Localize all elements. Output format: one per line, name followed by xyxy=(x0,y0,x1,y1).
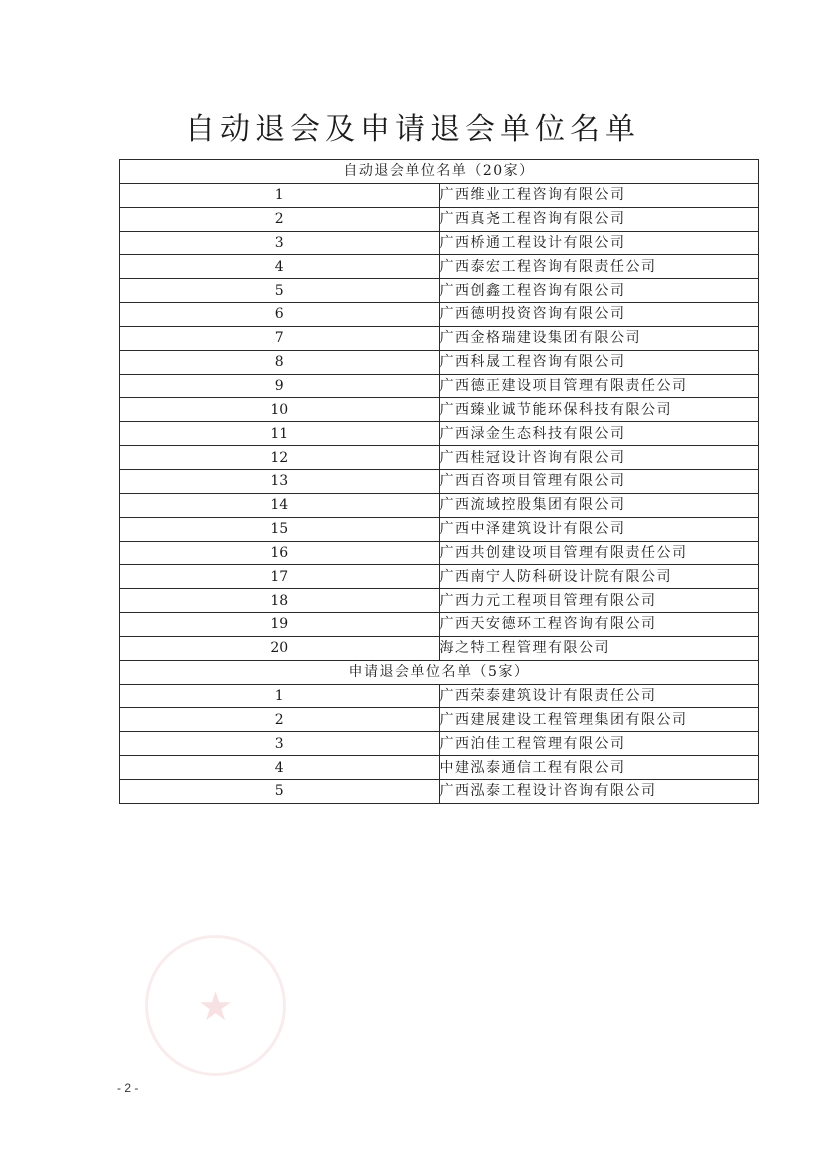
row-number: 15 xyxy=(120,517,440,541)
company-name: 广西泊佳工程管理有限公司 xyxy=(439,732,759,756)
row-number: 3 xyxy=(120,732,440,756)
company-name: 广西泓泰工程设计咨询有限公司 xyxy=(439,779,759,803)
section-heading-row xyxy=(120,660,759,684)
table-row xyxy=(120,565,759,589)
company-name: 广西百咨项目管理有限公司 xyxy=(439,469,759,493)
company-name: 广西共创建设项目管理有限责任公司 xyxy=(439,541,759,565)
table-row xyxy=(120,350,759,374)
table-row xyxy=(120,684,759,708)
row-number: 11 xyxy=(120,422,440,446)
official-seal-watermark xyxy=(145,935,286,1076)
row-number: 16 xyxy=(120,541,440,565)
row-number: 13 xyxy=(120,469,440,493)
company-name: 广西创鑫工程咨询有限公司 xyxy=(439,279,759,303)
row-number: 1 xyxy=(120,183,440,207)
row-number: 17 xyxy=(120,565,440,589)
table-row xyxy=(120,708,759,732)
row-number: 9 xyxy=(120,374,440,398)
table-row xyxy=(120,255,759,279)
company-name: 广西南宁人防科研设计院有限公司 xyxy=(439,565,759,589)
seal-star-icon: ★ xyxy=(197,984,234,1030)
table-row xyxy=(120,469,759,493)
company-name: 广西维业工程咨询有限公司 xyxy=(439,183,759,207)
table-row xyxy=(120,446,759,470)
row-number: 6 xyxy=(120,303,440,327)
table-row xyxy=(120,541,759,565)
row-number: 1 xyxy=(120,684,440,708)
table-row xyxy=(120,517,759,541)
company-name: 广西真尧工程咨询有限公司 xyxy=(439,207,759,231)
company-name: 广西泰宏工程咨询有限责任公司 xyxy=(439,255,759,279)
row-number: 18 xyxy=(120,589,440,613)
row-number: 19 xyxy=(120,613,440,637)
table-row xyxy=(120,756,759,780)
row-number: 5 xyxy=(120,279,440,303)
table-row xyxy=(120,303,759,327)
row-number: 4 xyxy=(120,255,440,279)
company-name: 广西荣泰建筑设计有限责任公司 xyxy=(439,684,759,708)
row-number: 4 xyxy=(120,756,440,780)
row-number: 7 xyxy=(120,326,440,350)
row-number: 20 xyxy=(120,636,440,660)
company-name: 广西桥通工程设计有限公司 xyxy=(439,231,759,255)
table-row xyxy=(120,207,759,231)
document-title: 自动退会及申请退会单位名单 xyxy=(185,112,640,147)
company-name: 广西中泽建筑设计有限公司 xyxy=(439,517,759,541)
company-name: 广西金格瑞建设集团有限公司 xyxy=(439,326,759,350)
table-row xyxy=(120,613,759,637)
table-row xyxy=(120,326,759,350)
row-number: 2 xyxy=(120,708,440,732)
company-name: 广西臻业诚节能环保科技有限公司 xyxy=(439,398,759,422)
table-row xyxy=(120,279,759,303)
company-name: 海之特工程管理有限公司 xyxy=(439,636,759,660)
table-row xyxy=(120,732,759,756)
company-name: 广西德明投资咨询有限公司 xyxy=(439,303,759,327)
company-name: 广西建展建设工程管理集团有限公司 xyxy=(439,708,759,732)
member-withdrawal-table xyxy=(119,159,759,804)
table-row xyxy=(120,589,759,613)
section-heading: 申请退会单位名单（5家） xyxy=(120,660,759,684)
section-heading-row xyxy=(120,160,759,184)
table-row xyxy=(120,231,759,255)
table-row xyxy=(120,374,759,398)
table-row xyxy=(120,779,759,803)
table-row xyxy=(120,636,759,660)
table-row xyxy=(120,422,759,446)
row-number: 5 xyxy=(120,779,440,803)
row-number: 8 xyxy=(120,350,440,374)
table-row xyxy=(120,183,759,207)
table-row xyxy=(120,493,759,517)
row-number: 14 xyxy=(120,493,440,517)
row-number: 10 xyxy=(120,398,440,422)
row-number: 3 xyxy=(120,231,440,255)
page-number: - 2 - xyxy=(117,1081,139,1095)
row-number: 12 xyxy=(120,446,440,470)
table-row xyxy=(120,398,759,422)
section-heading: 自动退会单位名单（20家） xyxy=(120,160,759,184)
company-name: 广西德正建设项目管理有限责任公司 xyxy=(439,374,759,398)
company-name: 广西桂冠设计咨询有限公司 xyxy=(439,446,759,470)
company-name: 广西力元工程项目管理有限公司 xyxy=(439,589,759,613)
row-number: 2 xyxy=(120,207,440,231)
company-name: 广西天安德环工程咨询有限公司 xyxy=(439,613,759,637)
company-name: 广西科晟工程咨询有限公司 xyxy=(439,350,759,374)
company-name: 广西渌金生态科技有限公司 xyxy=(439,422,759,446)
company-name: 广西流域控股集团有限公司 xyxy=(439,493,759,517)
company-name: 中建泓泰通信工程有限公司 xyxy=(439,756,759,780)
